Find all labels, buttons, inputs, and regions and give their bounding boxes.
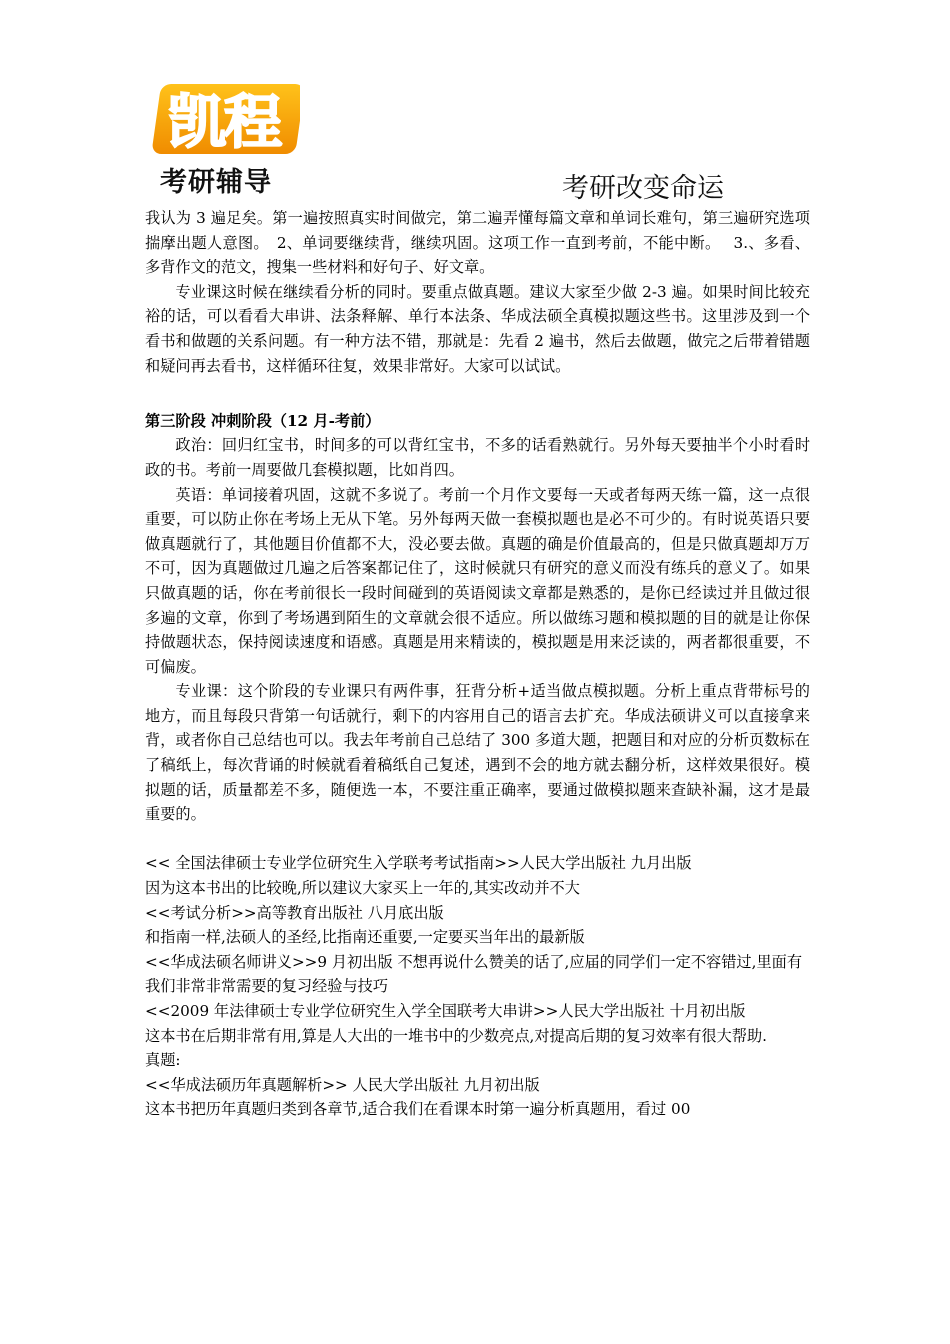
logo-caption: 考研辅导: [160, 167, 272, 198]
kaicheng-logo: [152, 78, 302, 198]
paragraph: 专业课：这个阶段的专业课只有两件事，狂背分析+适当做点模拟题。分析上重点背带标号的地方，而且每段只背第一句话就行，剩下的内容用自己的语言去扩充。华成法硕讲义可以直接拿来背，或者你自己总结也可以。我去年考前自己总结了 300 多道大题，把题目和对应的分析页数标在了稿纸上，每次背诵的时候就看着稿纸自己复述，遇到不会的地方就去翻分析，这样效果很好。模拟题的话，质量都差不多，随便选一本，不要注重正确率，要通过做模拟题来查缺补漏，这才是最重要的。: [145, 682, 810, 824]
resource-line: 因为这本书出的比较晚,所以建议大家买上一年的,其实改动并不大: [145, 879, 580, 898]
logo-mark: [152, 78, 300, 158]
resource-line: <<华成法硕历年真题解析>> 人民大学出版社 九月初出版: [145, 1075, 540, 1094]
resource-line: 这本书把历年真题归类到各章节,适合我们在看课本时第一遍分析真题用，看过 00: [145, 1100, 691, 1119]
resource-line: <<考试分析>>高等教育出版社 八月底出版: [145, 903, 444, 922]
resource-line: << 全国法律硕士专业学位研究生入学联考考试指南>>人民大学出版社 九月出版: [145, 854, 692, 873]
resource-line: <<华成法硕名师讲义>>9 月初出版 不想再说什么赞美的话了,应届的同学们一定不容错过,里面有我们非常非常需要的复习经验与技巧: [145, 952, 803, 996]
main-content: [145, 206, 810, 1122]
paragraph: 专业课这时候在继续看分析的同时。要重点做真题。建议大家至少做 2-3 遍。如果时间比较充裕的话，可以看看大串讲、法条释解、单行本法条、华成法硕全真模拟题这些书。这里涉及到一个看书和做题的关系问题。有一种方法不错，那就是：先看 2 遍书，然后去做题，做完之后带着错题和疑问再去看书，这样循环往复，效果非常好。大家可以试试。: [145, 282, 810, 375]
paragraph: 英语：单词接着巩固，这就不多说了。考前一个月作文要每一天或者每两天练一篇，这一点很重要，可以防止你在考场上无从下笔。另外每两天做一套模拟题也是必不可少的。有时说英语只要做真题就行了，其他题目价值都不大，没必要去做。真题的确是价值最高的，但是只做真题却万万不可，因为真题做过几遍之后答案都记住了，这时候就只有研究的意义而没有练兵的意义了。如果只做真题的话，你在考前很长一段时间碰到的英语阅读文章都是熟悉的，是你已经读过并且做过很多遍的文章，你到了考场遇到陌生的文章就会很不适应。所以做练习题和模拟题的目的就是让你保持做题状态，保持阅读速度和语感。真题是用来精读的，模拟题是用来泛读的，两者都很重要，不可偏废。: [145, 485, 810, 676]
logo-text: 凯程: [167, 88, 281, 156]
slogan: 考研改变命运: [562, 173, 724, 204]
resource-line: 和指南一样,法硕人的圣经,比指南还重要,一定要买当年出的最新版: [145, 928, 585, 947]
resource-line: <<2009 年法律硕士专业学位研究生入学全国联考大串讲>>人民大学出版社 十月初出版: [145, 1002, 746, 1020]
resource-line: 真题:: [145, 1051, 181, 1070]
resource-line: 这本书在后期非常有用,算是人大出的一堆书中的少数亮点,对提高后期的复习效率有很大帮助.: [145, 1026, 767, 1045]
paragraph: 我认为 3 遍足矣。第一遍按照真实时间做完，第二遍弄懂每篇文章和单词长难句，第三遍研究选项揣摩出题人意图。 2、单词要继续背，继续巩固。这项工作一直到考前，不能中断。 3.、多看、多背作文的范文，搜集一些材料和好句子、好文章。: [145, 209, 810, 277]
section-heading: 第三阶段 冲刺阶段（12 月-考前）: [145, 411, 381, 430]
resource-list: [145, 851, 810, 1122]
paragraph: 政治：回归红宝书，时间多的可以背红宝书，不多的话看熟就行。另外每天要抽半个小时看时政的书。考前一周要做几套模拟题，比如肖四。: [145, 436, 810, 479]
